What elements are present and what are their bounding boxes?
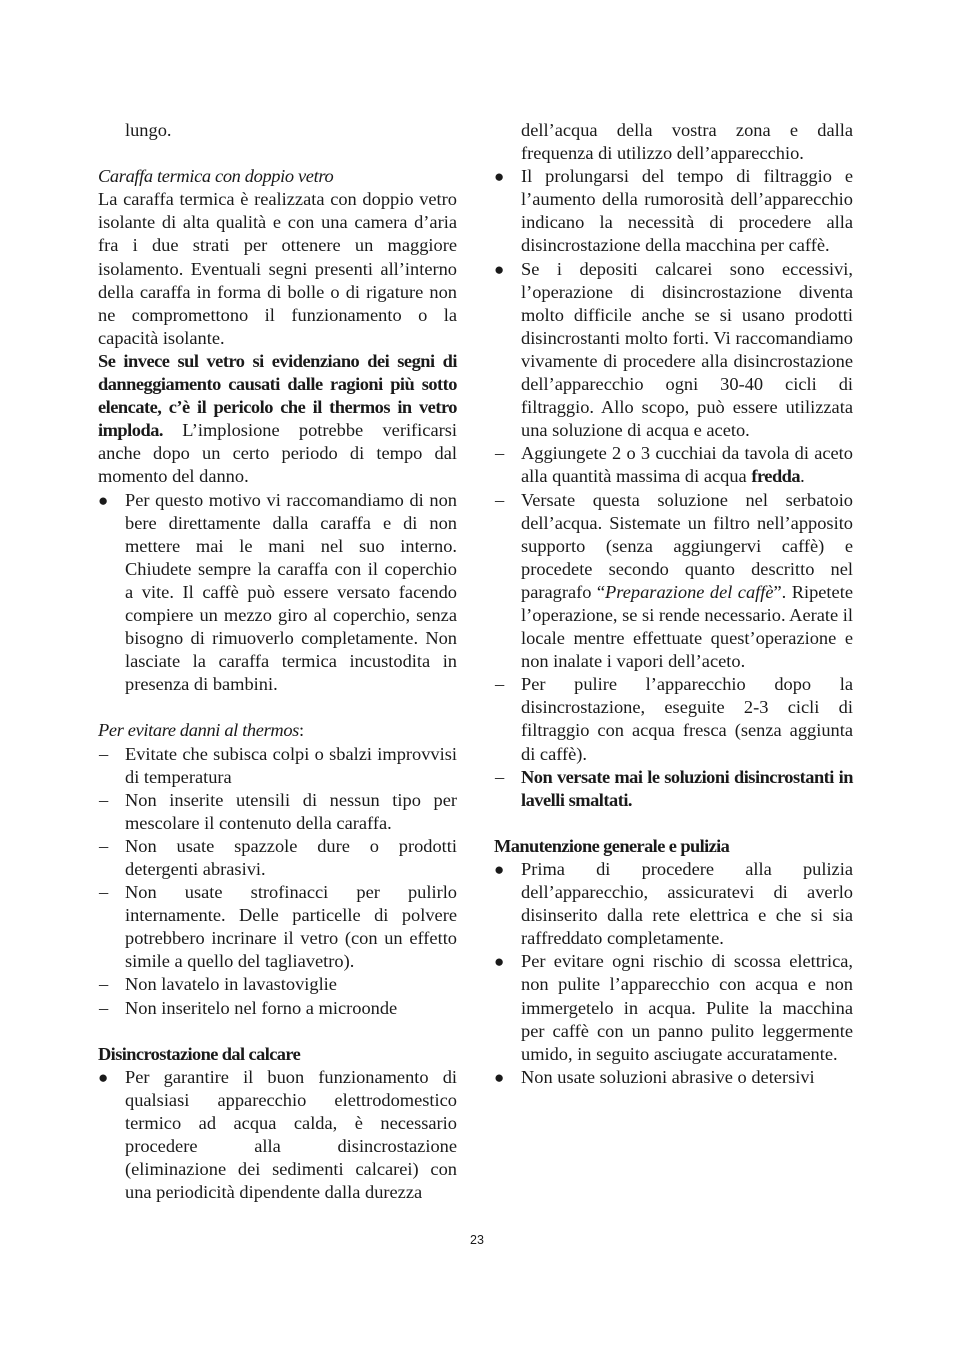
dash-icon: – [495,674,505,695]
disincrostazione-heading: Disincrostazione dal calcare [98,1043,301,1064]
dash-icon: – [99,743,109,764]
list-item-text: Prima di procedere alla pulizia dell’apparecchio, assicuratevi di averlo disinserito dalla rete elettrica e che si sia raffreddato completamente. [521,859,853,949]
list-item [494,673,853,765]
manutenzione-heading: Manutenzione generale e pulizia [494,835,730,856]
dash-2-italic: Preparazione del caffè [605,581,774,602]
list-item [494,489,853,674]
list-item-text [521,443,853,486]
caraffa-heading: Caraffa termica con doppio vetro [98,166,334,187]
dash-1-text: Aggiungete 2 o 3 cucchiai da tavola di aceto alla quantità massima di acqua [521,443,853,487]
left-continuation: lungo. [125,120,172,140]
list-item [98,743,457,789]
list-item-text: Non usate strofinacci per pulirlo internamente. Delle particelle di polvere potrebbero incrinare il vetro (con un effetto simile a quello del tagliavetro). [125,882,457,972]
warning-paragraph [98,350,457,489]
list-item-text: Per pulire l’apparecchio dopo la disincrostazione, eseguite 2-3 cicli di filtraggio con acqua fresca (senza aggiunta di caffè). [521,674,853,764]
dash-icon: – [99,974,109,995]
page-number: 23 [470,1233,484,1247]
list-item [494,950,853,1065]
dash-icon: – [495,489,505,510]
list-item [494,258,853,443]
list-item-text: Non lavatelo in lavastoviglie [125,974,337,995]
list-item-text: Se i depositi calcarei sono eccessivi, l’operazione di disincrostazione diventa molto difficile anche se si usano prodotti disincrostanti molto forti. Vi raccomandiamo vivamente di procedere alla disincrostazione dell’apparecchio ogni 30-40 cicli di filtraggio. Allo scopo, può essere utilizzata una soluzione di acqua e aceto. [521,258,853,441]
list-item [98,835,457,881]
dash-icon: – [495,766,505,787]
right-continuation: dell’acqua della vostra zona e dalla frequenza di utilizzo dell’apparecchio. [521,120,853,164]
list-item [494,858,853,950]
left-column [98,119,457,1204]
list-item-text: Non inserite utensili di nessun tipo per mescolare il contenuto della caraffa. [125,789,457,833]
bullet-icon: ● [494,167,505,187]
list-item [98,881,457,973]
list-item [494,766,853,812]
list-item [494,442,853,488]
warning-bold-text: Se invece sul vetro si evidenziano dei segni di danneggiamento causati dalle ragioni più sotto elencate, c’è il pericolo che il thermos in vetro imploda. [98,350,457,441]
bullet-icon: ● [494,259,505,279]
list-item [494,1066,853,1089]
danni-heading-colon: : [298,720,305,741]
list-item-text: Per evitare ogni rischio di scossa elettrica, non pulite l’apparecchio con acqua e non immergetelo in acqua. Pulite la macchina per caffè con un panno pulito leggermente umido, in seguito asciugate accuratamente. [521,951,853,1064]
dash-2-text: Versate questa soluzione nel serbatoio dell’acqua. Sistemate un filtro nell’apposito supporto (senza aggiungervi caffè) e procedete secondo quanto descritto nel paragrafo “ [521,489,853,602]
list-item-text: Per questo motivo vi raccomandiamo di non bere direttamente dalla caraffa e di non mettere mai le mani nel suo interno. Chiudete sempre la caraffa con il coperchio a vite. Il caffè può essere versato facendo compiere un mezzo giro al coperchio, senza bisogno di rimuoverlo completamente. Non lasciate la caraffa termica incustodita in presenza di bambini. [125,489,457,695]
bullet-icon: ● [98,1067,109,1087]
bullet-icon: ● [494,1067,505,1087]
danni-heading [98,719,457,742]
bullet-icon: ● [494,860,505,879]
warning-text: L’implosione potrebbe verificarsi anche dopo un certo periodo di tempo dal momento del danno. [98,420,457,487]
list-item-text: Evitate che subisca colpi o sbalzi improvvisi di temperatura [125,743,457,787]
right-column [494,119,853,1089]
list-item-text: Il prolungarsi del tempo di filtraggio e l’aumento della rumorosità dell’apparecchio indicano la necessità di procedere alla disincrostazione della macchina per caffè. [521,166,853,256]
list-item-text: Non usate spazzole dure o prodotti detergenti abrasivi. [125,835,457,879]
list-item [494,165,853,257]
list-item-text: Per garantire il buon funzionamento di qualsiasi apparecchio elettrodomestico termico ad acqua calda, è necessario procedere alla disincrostazione (eliminazione dei sedimenti calcarei) con una periodicità dipendente dalla durezza [125,1066,457,1203]
danni-heading-text: Per evitare danni al thermos [98,720,299,741]
bullet-icon: ● [494,952,505,972]
bullet-icon: ● [98,490,109,510]
dash-2-end: ”. Ripetete l’operazione, se si rende necessario. Aerate il locale mentre effettuate quest’operazione e non inalate i vapori dell’aceto. [521,581,853,672]
dash-icon: – [495,443,505,464]
list-item-text: Non usate soluzioni abrasive o detersivi [521,1066,815,1087]
dash-icon: – [99,835,109,856]
list-item [98,973,457,996]
list-item-text: Non versate mai le soluzioni disincrostanti in lavelli smaltati. [521,766,853,810]
dash-icon: – [99,882,109,903]
list-item-text: Non inseritelo nel forno a microonde [125,997,398,1018]
dash-1-end: . [800,466,805,487]
caraffa-paragraph: La caraffa termica è realizzata con doppio vetro isolante di alta qualità e con una camera d’aria fra i due strati per ottenere un maggiore isolamento. Eventuali segni presenti all’interno della caraffa in forma di bolle o di rigature non ne compromettono il funzionamento o la capacità isolante. [98,189,457,348]
list-item [98,489,457,697]
list-item [98,789,457,835]
list-item [98,1066,457,1205]
dash-1-bold: fredda [751,466,801,487]
dash-icon: – [99,789,109,810]
list-item [98,997,457,1020]
dash-icon: – [99,997,109,1018]
list-item-text [521,490,853,672]
